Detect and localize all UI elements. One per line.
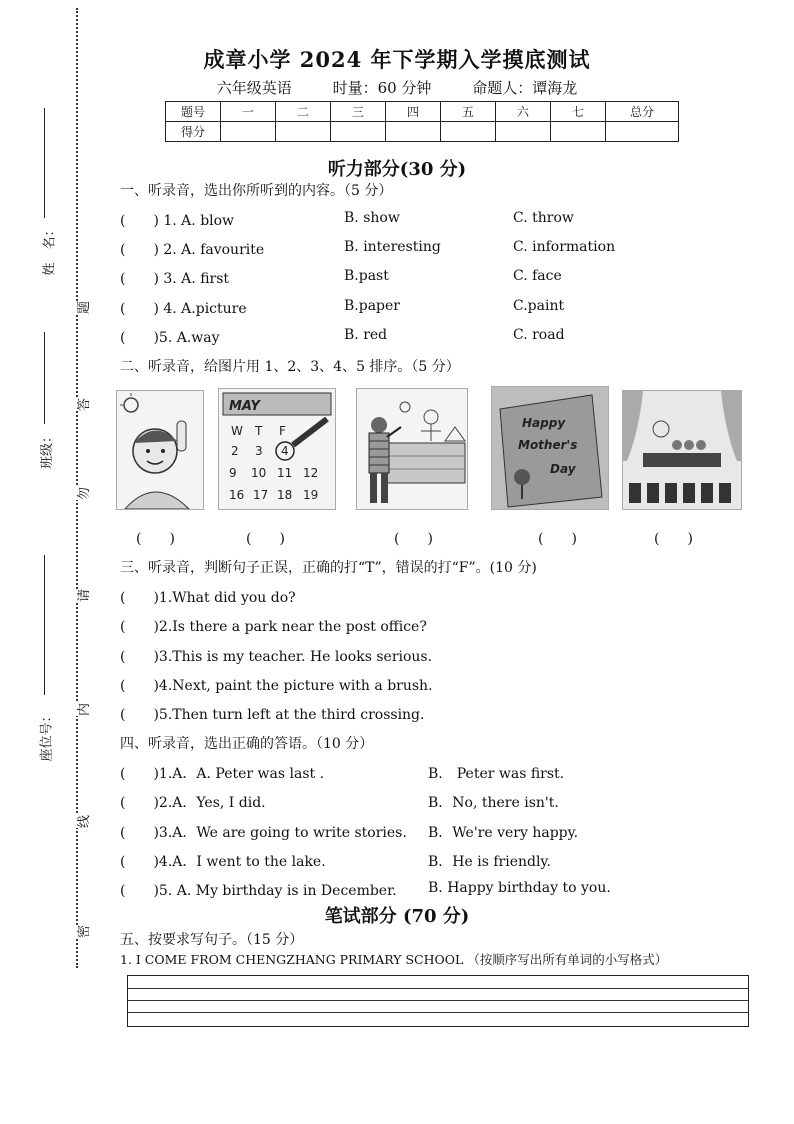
side-char-1: 题 — [73, 301, 92, 314]
part1-q2-b: B. interesting — [344, 239, 441, 255]
picture-order-blank-3[interactable]: ( ) — [394, 531, 433, 547]
part3-instruction: 三、听录音，判断句子正误，正确的打“T”，错误的打“F”。(10 分) — [120, 560, 537, 576]
score-cell[interactable] — [331, 122, 386, 142]
seat-label: 座位号： — [39, 709, 55, 762]
side-char-4: 请 — [73, 589, 92, 602]
score-header-cell: 五 — [441, 102, 496, 122]
part3-item-5: ( )5.Then turn left at the third crossing. — [120, 707, 425, 723]
boy-with-idea-picture — [116, 390, 204, 510]
score-header-cell: 一 — [221, 102, 276, 122]
card-text-mothers: Mother's — [518, 438, 578, 452]
picture-order-blank-2[interactable]: ( ) — [246, 531, 285, 547]
part5-instruction: 五、按要求写句子。（15 分） — [120, 932, 304, 948]
calendar-day: 18 — [277, 488, 293, 502]
seat-blank[interactable] — [44, 555, 45, 695]
score-row-label: 得分 — [166, 122, 221, 142]
mothers-day-card-picture — [491, 386, 609, 510]
calendar-day: 10 — [251, 466, 267, 480]
score-cell[interactable] — [606, 122, 679, 142]
calendar-day: 19 — [303, 488, 319, 502]
calendar-picture — [218, 388, 336, 510]
part4-item-3-b: B．We're very happy. — [428, 825, 579, 841]
side-char-3: 勿 — [73, 487, 92, 500]
part1-instruction: 一、听录音，选出你所听到的内容。（5 分） — [120, 183, 393, 199]
part4-item-5-b: B. Happy birthday to you. — [428, 880, 611, 896]
calendar-day: F — [279, 424, 286, 438]
part1-q3-c: C. face — [513, 268, 562, 284]
written-section-title: 笔试部分 (70 分) — [324, 906, 470, 927]
listening-section-title: 听力部分(30 分) — [327, 159, 467, 180]
part3-item-2: ( )2.Is there a park near the post office? — [120, 619, 427, 635]
name-label: 姓 名： — [42, 223, 58, 276]
part3-item-3: ( )3.This is my teacher. He looks serious. — [120, 649, 433, 665]
class-label: 班级： — [40, 429, 56, 470]
score-header-cell: 总分 — [606, 102, 679, 122]
part1-q5-b: B. red — [344, 327, 388, 343]
card-text-happy: Happy — [522, 416, 566, 430]
time-limit: 时量：60 分钟 — [332, 79, 432, 97]
writing-lines[interactable] — [127, 975, 749, 1027]
exam-meta — [0, 77, 794, 98]
score-header-cell: 四 — [386, 102, 441, 122]
part5-item-1: 1. I COME FROM CHENGZHANG PRIMARY SCHOOL （按顺序写出所有单词的小写格式） — [120, 952, 668, 967]
writing-line — [128, 1000, 748, 1001]
score-header-cell: 三 — [331, 102, 386, 122]
score-cell[interactable] — [386, 122, 441, 142]
part4-instruction: 四、听录音，选出正确的答语。（10 分） — [120, 736, 374, 752]
calendar-day: 4 — [281, 444, 289, 458]
calendar-month: MAY — [229, 399, 260, 414]
score-table — [165, 101, 679, 142]
part4-item-2-a: ( )2.A．Yes, I did. — [120, 795, 266, 811]
score-cell[interactable] — [496, 122, 551, 142]
calendar-day: 11 — [277, 466, 293, 480]
score-cell[interactable] — [551, 122, 606, 142]
score-table-score-row — [166, 122, 679, 142]
part4-item-2-b: B．No, there isn't. — [428, 795, 559, 811]
part1-q4-a: ( ) 4. A.picture — [120, 301, 247, 317]
boy-painting-wall-picture — [356, 388, 468, 510]
part1-q3-b: B.past — [344, 268, 389, 284]
part1-q1-c: C. throw — [513, 210, 574, 226]
score-header-cell: 六 — [496, 102, 551, 122]
score-header-cell: 七 — [551, 102, 606, 122]
part1-q3-a: ( ) 3. A. first — [120, 271, 230, 287]
part1-q2-c: C. information — [513, 239, 616, 255]
side-char-5: 内 — [73, 703, 92, 716]
side-char-2: 答 — [73, 398, 92, 411]
class-blank[interactable] — [44, 332, 45, 424]
part1-q5-a: ( )5. A.way — [120, 330, 220, 346]
calendar-day: 17 — [253, 488, 269, 502]
side-char-7: 密 — [73, 925, 92, 938]
part4-item-1-b: B. Peter was first. — [428, 766, 565, 782]
score-table-header-row — [166, 102, 679, 122]
part4-item-1-a: ( )1.A．A. Peter was last . — [120, 766, 325, 782]
part1-q1-a: ( ) 1. A. blow — [120, 213, 235, 229]
exam-title: 成章小学 2024 年下学期入学摸底测试 — [203, 47, 591, 72]
score-cell[interactable] — [276, 122, 331, 142]
part3-item-1: ( )1.What did you do? — [120, 590, 296, 606]
writing-line — [128, 988, 748, 989]
picture-order-blank-5[interactable]: ( ) — [654, 531, 693, 547]
part4-item-5-a: ( )5. A. My birthday is in December. — [120, 883, 397, 899]
score-cell[interactable] — [441, 122, 496, 142]
part4-item-4-a: ( )4.A．I went to the lake. — [120, 854, 326, 870]
score-header-cell: 二 — [276, 102, 331, 122]
part2-instruction: 二、听录音，给图片用 1、2、3、4、5 排序。（5 分） — [120, 359, 460, 375]
part4-item-3-a: ( )3.A．We are going to write stories. — [120, 825, 407, 841]
stage-show-picture — [622, 390, 742, 510]
part1-q4-c: C.paint — [513, 298, 565, 314]
grade-subject: 六年级英语 — [216, 79, 292, 97]
calendar-day: T — [255, 424, 263, 438]
author: 命题人：谭海龙 — [472, 79, 578, 97]
score-header-cell: 题号 — [166, 102, 221, 122]
calendar-day: 12 — [303, 466, 319, 480]
calendar-day: 2 — [231, 444, 239, 458]
part3-item-4: ( )4.Next, paint the picture with a brush. — [120, 678, 433, 694]
card-text-day: Day — [550, 462, 576, 476]
calendar-day: 16 — [229, 488, 245, 502]
part4-item-4-b: B．He is friendly. — [428, 854, 551, 870]
calendar-day: W — [231, 424, 243, 438]
part1-q1-b: B. show — [344, 210, 400, 226]
picture-order-blank-4[interactable]: ( ) — [538, 531, 577, 547]
part1-q2-a: ( ) 2. A. favourite — [120, 242, 265, 258]
writing-line — [128, 1012, 748, 1013]
side-char-6: 线 — [73, 815, 92, 828]
part1-q5-c: C. road — [513, 327, 565, 343]
picture-order-blank-1[interactable]: ( ) — [136, 531, 175, 547]
calendar-day: 3 — [255, 444, 263, 458]
calendar-day: 9 — [229, 466, 237, 480]
part1-q4-b: B.paper — [344, 298, 400, 314]
score-cell[interactable] — [221, 122, 276, 142]
